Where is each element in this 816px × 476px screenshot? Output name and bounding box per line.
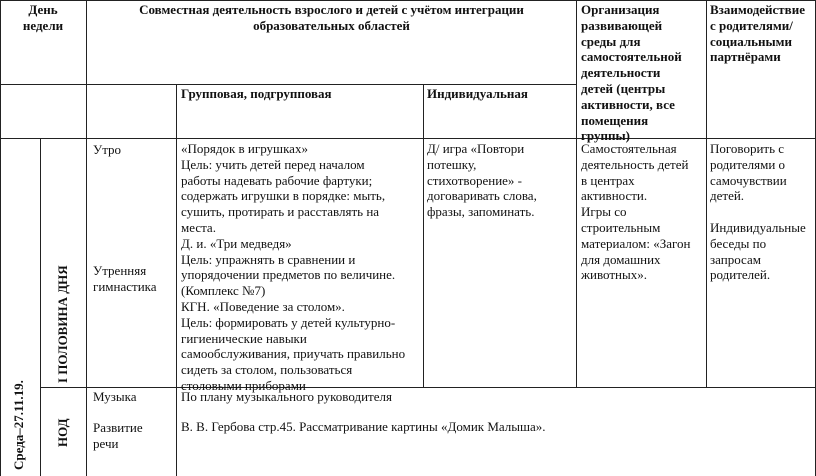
speech-label: Развитие речи bbox=[93, 420, 143, 451]
morning-label: Утро bbox=[93, 142, 122, 157]
col-line-parents bbox=[706, 0, 707, 388]
table-border-left bbox=[0, 0, 1, 476]
nod-label: НОД bbox=[55, 418, 70, 447]
music-text: По плану музыкального руководителя bbox=[181, 389, 392, 404]
nod-top-line bbox=[40, 387, 86, 388]
header-environment: Организация развивающей среды для самостоятельной деятельности детей (центры активности, все помещения группы) bbox=[581, 2, 682, 144]
header-parents: Взаимодействие с родителями/ социальными партнёрами bbox=[710, 2, 805, 65]
col-line-individual bbox=[423, 84, 424, 388]
first-half-label: I ПОЛОВИНА ДНЯ bbox=[55, 265, 70, 383]
gymnastics-label: Утренняя гимнастика bbox=[93, 263, 157, 294]
col-line-period bbox=[40, 138, 41, 476]
header-joint-activity: Совместная деятельность взрослого и детей с учётом интеграции образовательных областей bbox=[139, 2, 524, 33]
day-date-label: Среда–27.11.19. bbox=[11, 380, 26, 470]
col-line-environment bbox=[576, 0, 577, 388]
header-day: День недели bbox=[22, 2, 64, 33]
morning-environment: Самостоятельная деятельность детей в центрах активности. Игры со строительным материалом: «Загон для домашних животных». bbox=[581, 141, 691, 283]
morning-parents: Поговорить с родителями о самочувствии детей. Индивидуальные беседы по запросам родителей. bbox=[710, 141, 806, 283]
speech-text: В. В. Гербова стр.45. Рассматривание картины «Домик Малыша». bbox=[181, 419, 546, 434]
col-line-time bbox=[176, 84, 177, 476]
music-label: Музыка bbox=[93, 389, 137, 404]
header-group-subgroup: Групповая, подгрупповая bbox=[181, 86, 332, 101]
header-individual: Индивидуальная bbox=[427, 86, 528, 101]
morning-individual-activity: Д/ игра «Повтори потешку, стихотворение» - договаривать слова, фразы, запоминать. bbox=[427, 141, 537, 220]
morning-group-activity: «Порядок в игрушках» Цель: учить детей перед началом работы надевать рабочие фартуки; содержать игрушки в порядке: мыть, сушить, протирать и расставлять на места. Д. и. «Три медведя» Цель: упражнять в сравнении и упорядочении предметов по величине. (Комплекс №7) КГН. «Поведение за столом». Цель: формировать у детей культурно- гигиенические навыки самообслуживания, приучать правильно сидеть за столом, пользоваться столовыми приборами bbox=[181, 141, 406, 393]
table-border-top bbox=[0, 0, 816, 1]
col-line-day bbox=[86, 0, 87, 476]
